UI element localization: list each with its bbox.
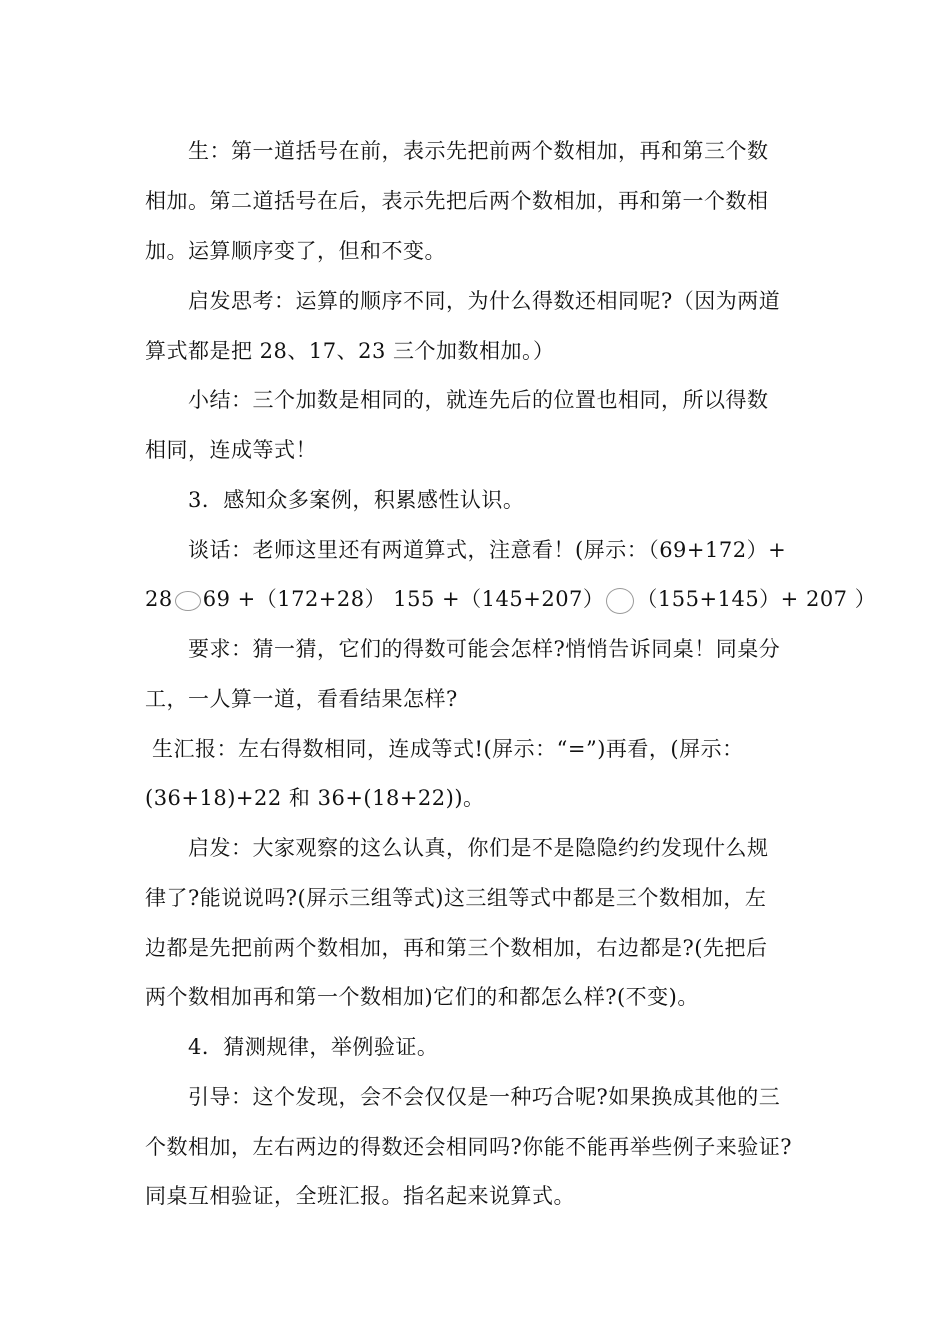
paragraph-line: 引导：这个发现，会不会仅仅是一种巧合呢?如果换成其他的三	[188, 1085, 781, 1109]
equation-line	[145, 584, 876, 614]
paragraph-line: 启发思考：运算的顺序不同，为什么得数还相同呢?（因为两道	[188, 289, 781, 313]
paragraph-line: 小结：三个加数是相同的，就连先后的位置也相同，所以得数	[188, 388, 769, 412]
section-heading: 3．感知众多案例，积累感性认识。	[188, 488, 525, 512]
paragraph-line: 算式都是把 28、17、23 三个加数相加。）	[145, 339, 555, 363]
paragraph-line: 边都是先把前两个数相加，再和第三个数相加，右边都是?(先把后	[145, 936, 768, 960]
paragraph-line: 谈话：老师这里还有两道算式，注意看！(屏示：（69+172）+	[188, 538, 787, 562]
paragraph-line: 同桌互相验证，全班汇报。指名起来说算式。	[145, 1184, 575, 1208]
paragraph-line: 律了?能说说吗?(屏示三组等式)这三组等式中都是三个数相加，左	[145, 886, 767, 910]
paragraph-line: 启发：大家观察的这么认真，你们是不是隐隐约约发现什么规	[188, 836, 769, 860]
paragraph-line: (36+18)+22 和 36+(18+22))。	[145, 786, 485, 810]
paragraph-line: 要求：猜一猜，它们的得数可能会怎样?悄悄告诉同桌！同桌分	[188, 637, 781, 661]
section-heading: 4．猜测规律，举例验证。	[188, 1035, 439, 1059]
blank-circle	[175, 591, 201, 611]
paragraph-line: 相加。第二道括号在后，表示先把后两个数相加，再和第一个数相	[145, 189, 769, 213]
equation-text: 69 +（172+28） 155 +（145+207）	[202, 587, 605, 611]
paragraph-line: 生汇报：左右得数相同，连成等式!(屏示：“=”)再看，(屏示：	[152, 737, 744, 761]
paragraph-line: 生：第一道括号在前，表示先把前两个数相加，再和第三个数	[188, 139, 769, 163]
equation-text: （155+145）+ 207 ）	[636, 587, 877, 611]
paragraph-line: 两个数相加再和第一个数相加)它们的和都怎么样?(不变)。	[145, 985, 699, 1009]
paragraph-line: 加。运算顺序变了，但和不变。	[145, 239, 446, 263]
paragraph-line: 个数相加，左右两边的得数还会相同吗?你能不能再举些例子来验证?	[145, 1135, 793, 1159]
paragraph-line: 工，一人算一道，看看结果怎样?	[145, 687, 458, 711]
equation-text: 28	[145, 587, 173, 611]
paragraph-line: 相同，连成等式！	[145, 438, 317, 462]
blank-circle	[606, 588, 634, 614]
